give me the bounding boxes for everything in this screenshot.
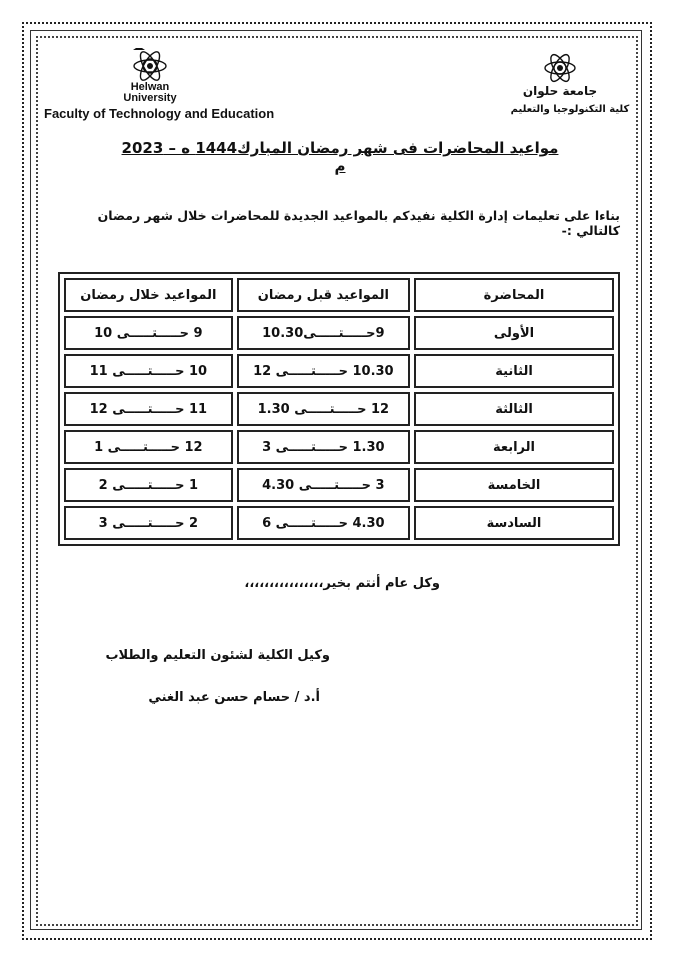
lecture-cell: الثانية [414, 354, 614, 388]
table-header-cell: المواعيد خلال رمضان [64, 278, 233, 312]
during-time-cell: 10 حـــــتـــــى 11 [64, 354, 233, 388]
during-time-cell: 12 حـــــتـــــى 1 [64, 430, 233, 464]
before-time-cell: 1.30 حـــــتـــــى 3 [237, 430, 410, 464]
left-university-name: Helwan University [123, 81, 177, 104]
table-row [64, 316, 614, 350]
faculty-name-english: Faculty of Technology and Education [44, 106, 275, 121]
intro-paragraph: بناءا على تعليمات إدارة الكلية نفيدكم بالمواعيد الجديدة للمحاضرات خلال شهر رمضان كالتالي :- [97, 208, 620, 238]
before-time-cell: 4.30 حـــــتـــــى 6 [237, 506, 410, 540]
before-time-cell: 10.30 حـــــتـــــى 12 [237, 354, 410, 388]
table-header-row [64, 278, 614, 312]
before-time-cell: 12 حـــــتـــــى 1.30 [237, 392, 410, 426]
table-row [64, 392, 614, 426]
during-time-cell: 2 حـــــتـــــى 3 [64, 506, 233, 540]
faculty-name-arabic: كلية التكنولوجيا والتعليم [510, 104, 630, 115]
during-time-cell: 1 حـــــتـــــى 2 [64, 468, 233, 502]
before-time-cell: 9حـــــتـــــى10.30 [237, 316, 410, 350]
document-title: مواعيد المحاضرات فى شهر رمضان المبارك1444 ه – 2023 م [121, 139, 559, 175]
table-row [64, 468, 614, 502]
lecture-cell: السادسة [414, 506, 614, 540]
schedule-table [58, 272, 620, 546]
table-header-cell: المواعيد قبل رمضان [237, 278, 410, 312]
table-row [64, 354, 614, 388]
table-header-cell: المحاضرة [414, 278, 614, 312]
table-row [64, 430, 614, 464]
before-time-cell: 3 حـــــتـــــى 4.30 [237, 468, 410, 502]
during-time-cell: 11 حـــــتـــــى 12 [64, 392, 233, 426]
table-row [64, 506, 614, 540]
signatory-name: أ.د / حسام حسن عبد الغني [148, 690, 320, 705]
closing-greeting: وكل عام أنتم بخير،،،،،،،،،،،،،،،، [244, 576, 440, 591]
during-time-cell: 9 حـــــتـــــى 10 [64, 316, 233, 350]
lecture-cell: الرابعة [414, 430, 614, 464]
lecture-cell: الثالثة [414, 392, 614, 426]
right-university-name: جامعة حلوان [522, 84, 598, 98]
lecture-cell: الأولى [414, 316, 614, 350]
signatory-title: وكيل الكلية لشئون التعليم والطلاب [105, 648, 330, 663]
lecture-cell: الخامسة [414, 468, 614, 502]
